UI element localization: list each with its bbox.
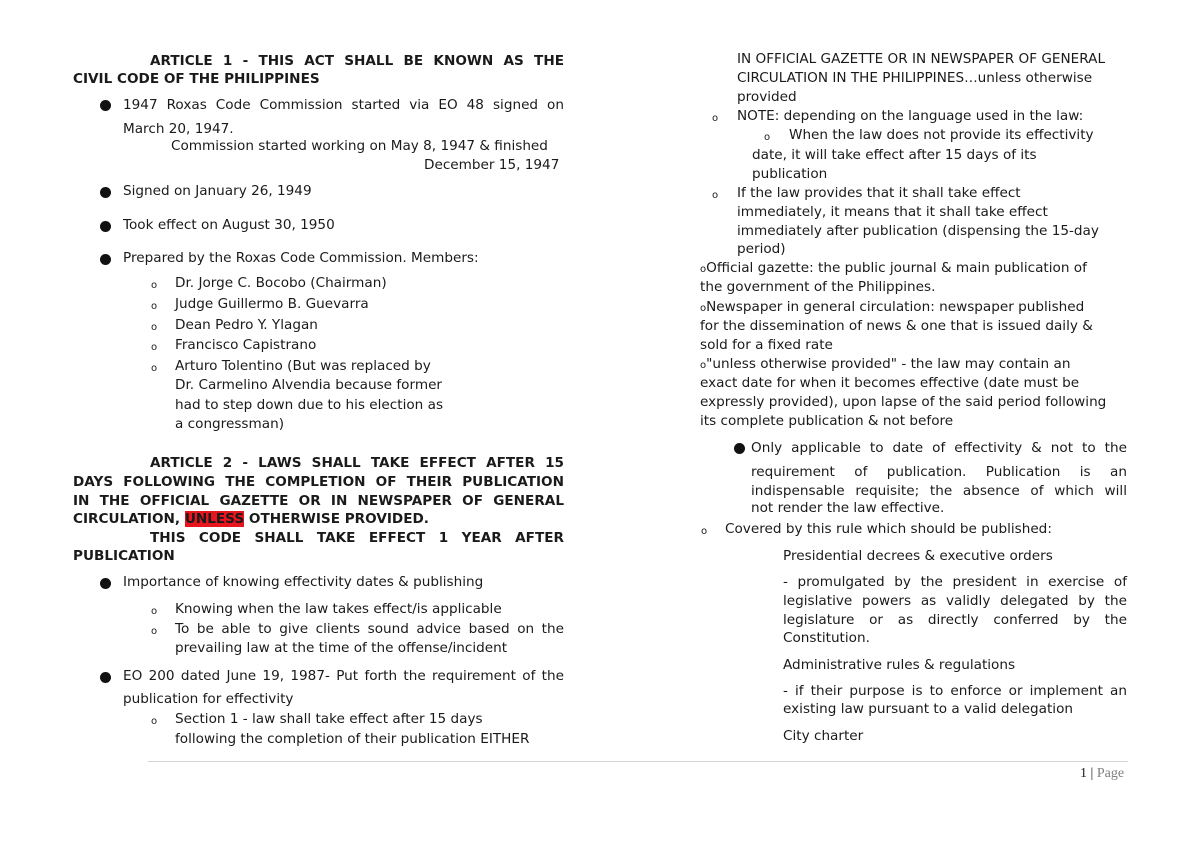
city-charter: City charter [783,728,864,744]
presidential-decrees-heading: Presidential decrees & executive orders [783,548,1053,564]
note-item-line3: publication [752,166,828,182]
circle-bullet-icon: o [151,342,158,353]
unless-provided-line3: expressly provided), upon lapse of the said period following [700,394,1107,410]
importance-item: Knowing when the law takes effect/is applicable [175,601,502,617]
member-item: Judge Guillermo B. Guevarra [175,296,369,312]
presidential-decrees-line1: - promulgated by the president in exercise of [783,574,1127,590]
official-gazette-line2: the government of the Philippines. [700,279,936,295]
note-heading: NOTE: depending on the language used in the law: [737,108,1084,124]
only-applicable-line2: requirement of publication. Publication is an [751,464,1127,480]
circle-bullet-icon: o [712,113,719,124]
section1-cont-line1: IN OFFICIAL GAZETTE OR IN NEWSPAPER OF GENERAL [737,51,1106,67]
immediately-line3: immediately after publication (dispensing the 15-day [737,223,1099,239]
circle-bullet-icon: o [151,301,158,312]
effect-date: Took effect on August 30, 1950 [123,217,335,233]
official-gazette-text: Official gazette: the public journal & main publication of [706,260,1087,276]
member-note-line: a congressman) [175,416,284,432]
immediately-line1: If the law provides that it shall take effect [737,185,1021,201]
unless-provided-text: "unless otherwise provided" - the law may contain an [706,356,1071,372]
eo200-line2: publication for effectivity [123,691,294,707]
commission-start-line1: 1947 Roxas Code Commission started via EO 48 signed on [123,97,564,113]
note-item-line1: When the law does not provide its effectivity [789,127,1094,143]
circle-bullet-icon: o [151,716,158,727]
circle-bullet-icon: o [700,264,707,275]
unless-provided-line4: its complete publication & not before [700,413,954,429]
official-gazette-line1 [700,260,1087,278]
unless-provided-line2: exact date for when it becomes effective (date must be [700,375,1080,391]
administrative-rules-line2: existing law pursuant to a valid delegation [783,701,1074,717]
article-2-otherwise: OTHERWISE PROVIDED. [248,511,429,527]
circle-bullet-icon: o [151,606,158,617]
section1-line2: following the completion of their publication EITHER [175,731,530,747]
presidential-decrees-line3: legislature or as directly conferred by the [783,612,1127,628]
circle-bullet-icon: o [701,526,708,537]
article-1-heading-line2: CIVIL CODE OF THE PHILIPPINES [73,71,320,87]
importance-heading: Importance of knowing effectivity dates & publishing [123,574,484,590]
bullet-icon [100,672,111,683]
page-separator: | [1090,766,1094,781]
newspaper-line1 [700,299,1084,317]
circle-bullet-icon: o [712,190,719,201]
circle-bullet-icon: o [151,280,158,291]
circle-bullet-icon: o [151,322,158,333]
immediately-line4: period) [737,241,786,257]
code-effect-line1: THIS CODE SHALL TAKE EFFECT 1 YEAR AFTER [150,530,564,546]
eo200-line1: EO 200 dated June 19, 1987- Put forth the requirement of the [123,668,564,684]
article-2-heading-line4 [73,511,429,528]
member-item: Dean Pedro Y. Ylagan [175,317,318,333]
only-applicable-line4: not render the law effective. [751,500,945,516]
page-label: Page [1096,766,1125,781]
commission-finished-line: December 15, 1947 [424,157,560,173]
importance-item-line1: To be able to give clients sound advice based on the [175,621,564,637]
section1-line1: Section 1 - law shall take effect after 15 days [175,711,483,727]
unless-provided-line1 [700,356,1070,374]
article-2-heading-line3: IN THE OFFICIAL GAZETTE OR IN NEWSPAPER OF GENERAL [73,493,564,509]
only-applicable-line1: Only applicable to date of effectivity & not to the [751,440,1127,456]
code-effect-line2: PUBLICATION [73,548,175,564]
prepared-by: Prepared by the Roxas Code Commission. Members: [123,250,479,266]
covered-heading: Covered by this rule which should be published: [725,521,1052,537]
circle-bullet-icon: o [151,363,158,374]
only-applicable-line3: indispensable requisite; the absence of which will [751,483,1127,499]
section1-cont-line3: provided [737,89,797,105]
circle-bullet-icon: o [151,626,158,637]
newspaper-line2: for the dissemination of news & one that is issued daily & [700,318,1093,334]
signed-date: Signed on January 26, 1949 [123,183,312,199]
bullet-icon [100,221,111,232]
bullet-icon [100,254,111,265]
bullet-icon [734,443,745,454]
member-item: Arturo Tolentino (But was replaced by [175,358,431,374]
unless-highlight: UNLESS [184,511,245,527]
commission-start-line2: March 20, 1947. [123,121,234,137]
circle-bullet-icon: o [764,132,771,143]
note-item-line2: date, it will take effect after 15 days of its [752,147,1037,163]
member-item: Francisco Capistrano [175,337,317,353]
article-2-heading-line1: ARTICLE 2 - LAWS SHALL TAKE EFFECT AFTER 15 [150,455,564,471]
member-item: Dr. Jorge C. Bocobo (Chairman) [175,275,387,291]
bullet-icon [100,100,111,111]
administrative-rules-line1: - if their purpose is to enforce or implement an [783,683,1127,699]
article-1-heading-line1: ARTICLE 1 - THIS ACT SHALL BE KNOWN AS THE [150,53,564,69]
importance-item-line2: prevailing law at the time of the offense/incident [175,640,508,656]
page-footer [1080,766,1124,782]
article-2-circulation: CIRCULATION, [73,511,181,527]
member-note-line: Dr. Carmelino Alvendia because former [175,377,443,393]
immediately-line2: immediately, it means that it shall take effect [737,204,1048,220]
bullet-icon [100,578,111,589]
circle-bullet-icon: o [700,303,707,314]
bullet-icon [100,187,111,198]
footer-divider [148,761,1128,762]
article-2-heading-line2: DAYS FOLLOWING THE COMPLETION OF THEIR PUBLICATION [73,474,564,490]
circle-bullet-icon: o [700,360,707,371]
section1-cont-line2: CIRCULATION IN THE PHILIPPINES…unless otherwise [737,70,1093,86]
presidential-decrees-line4: Constitution. [783,630,870,646]
newspaper-text: Newspaper in general circulation: newspaper published [706,299,1085,315]
presidential-decrees-line2: legislative powers as validly delegated by the [783,593,1127,609]
member-note-line: had to step down due to his election as [175,397,444,413]
administrative-rules-heading: Administrative rules & regulations [783,657,1016,673]
newspaper-line3: sold for a fixed rate [700,337,833,353]
commission-working-line: Commission started working on May 8, 1947 & finished [171,138,548,154]
page-number: 1 [1080,766,1087,781]
